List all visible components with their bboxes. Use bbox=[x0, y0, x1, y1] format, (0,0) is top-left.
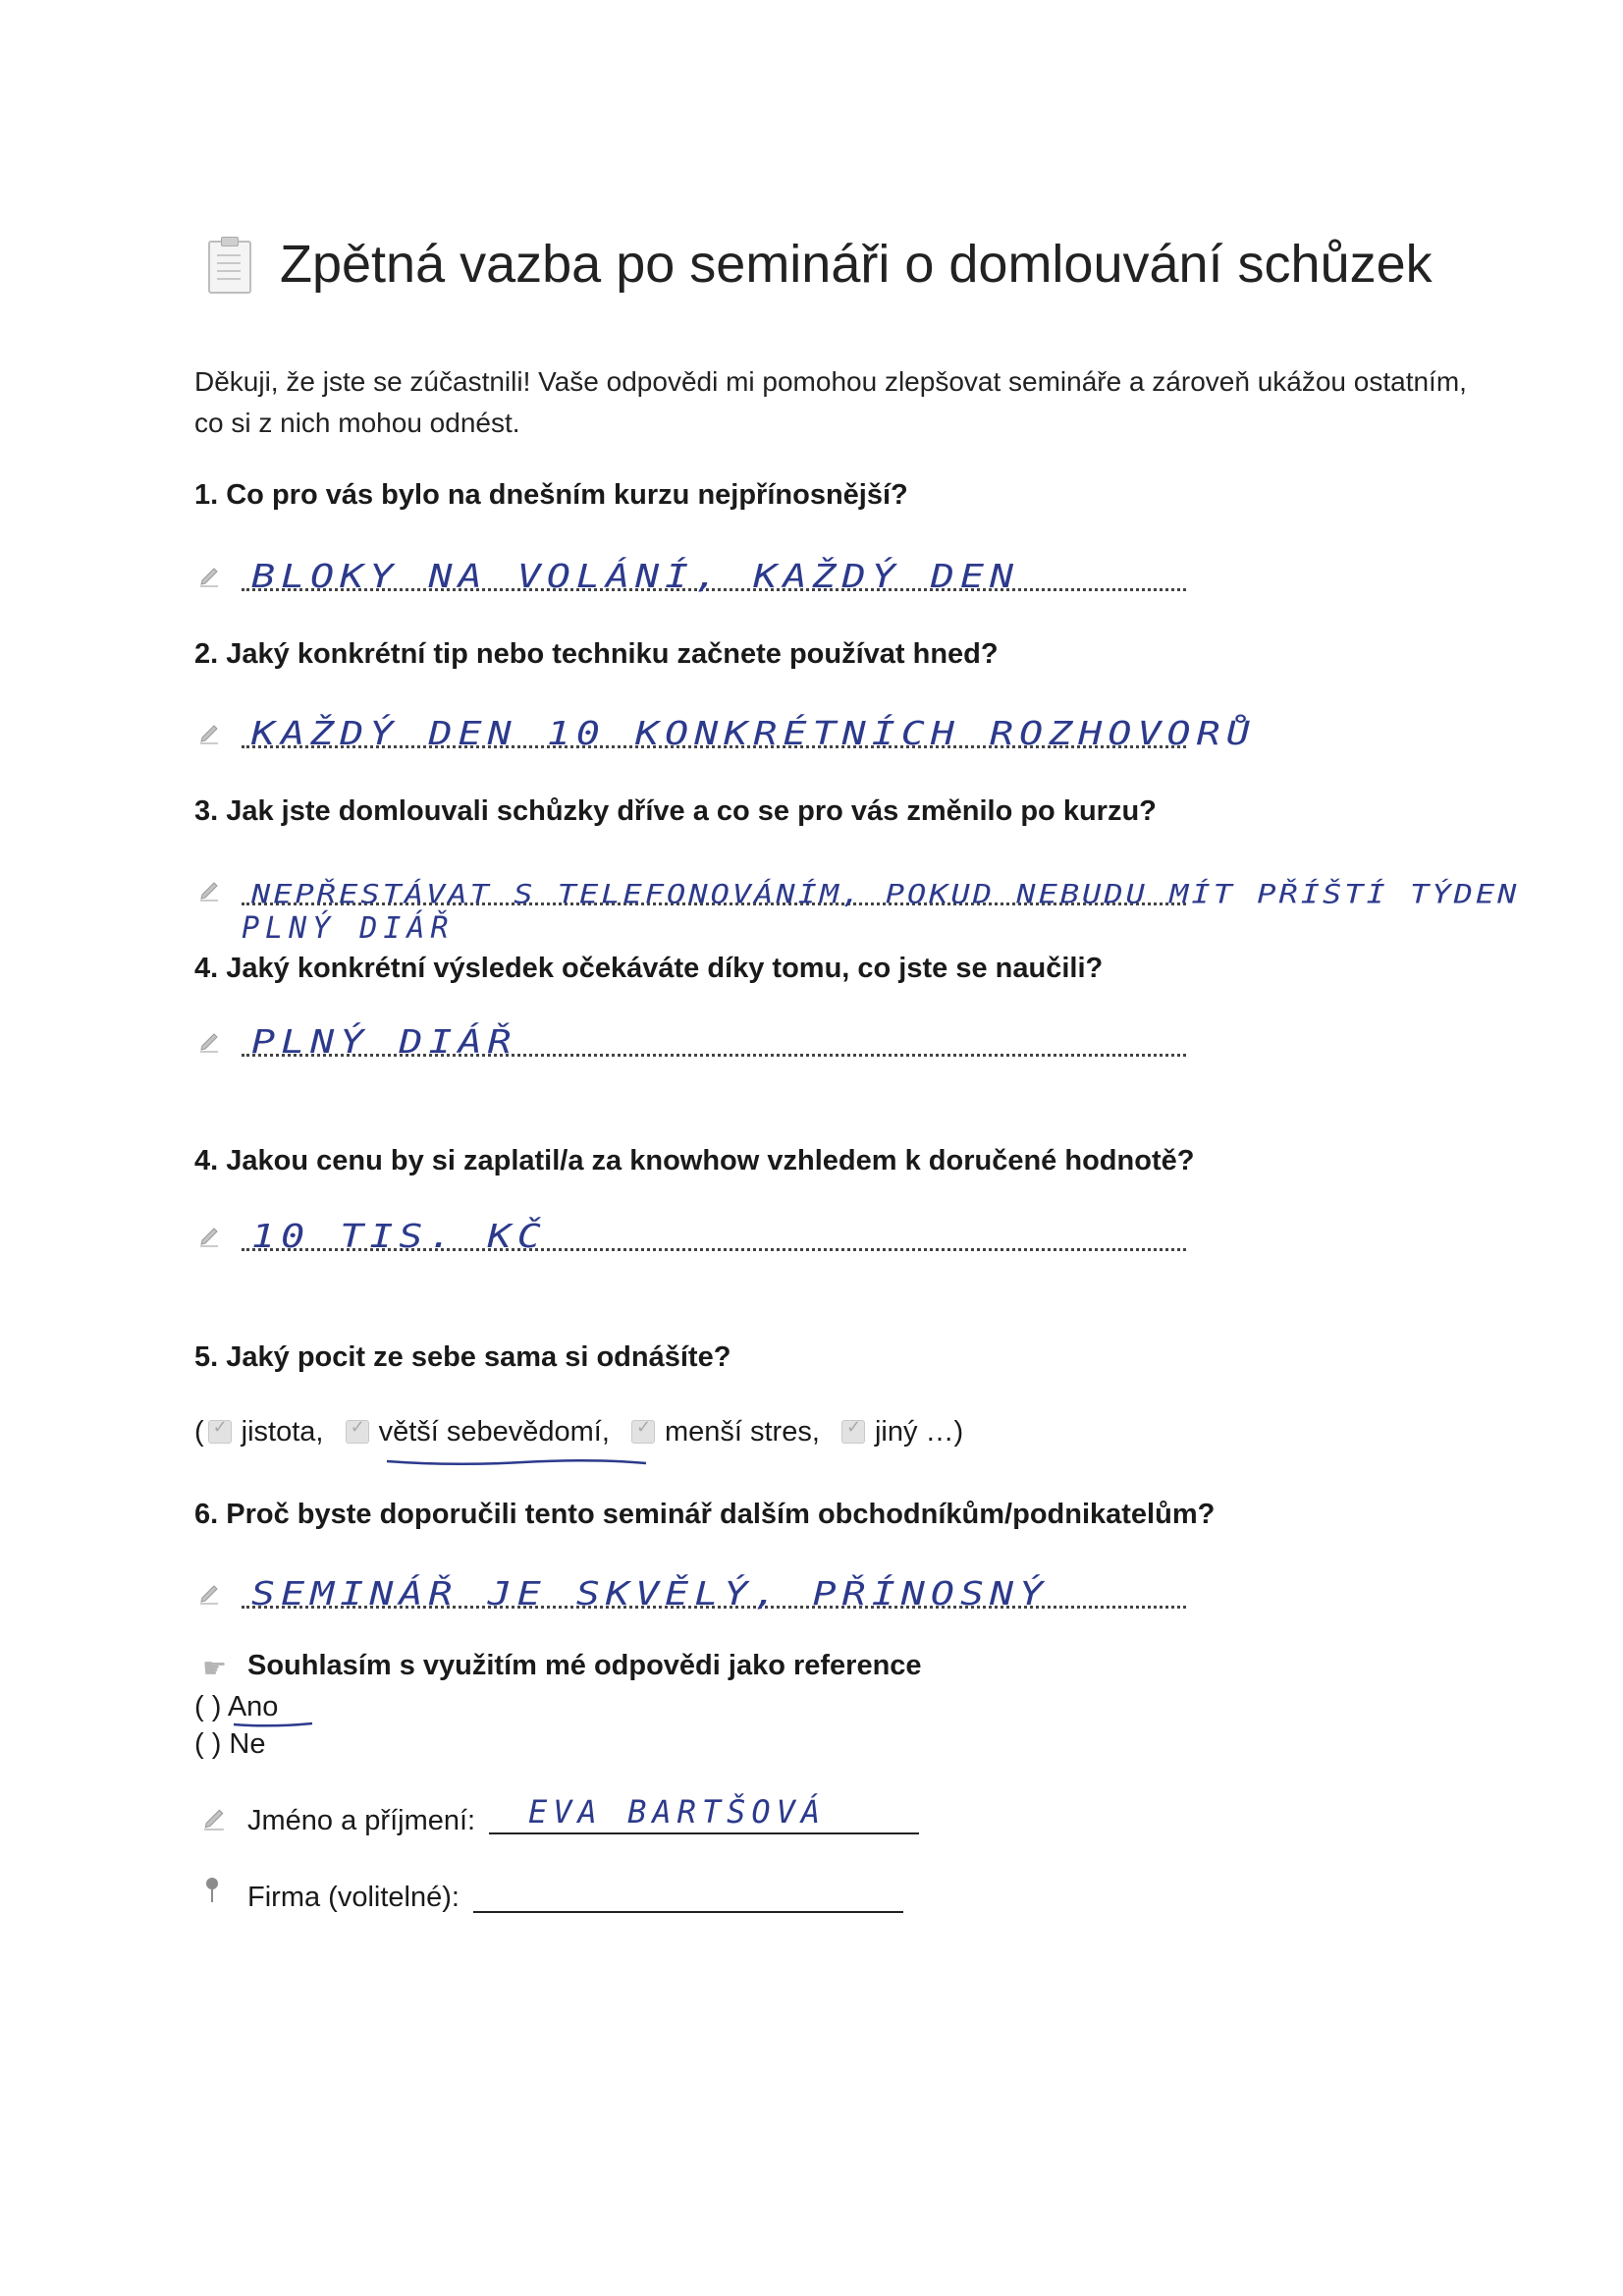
open-paren: ( bbox=[194, 1416, 204, 1448]
handwritten-underline bbox=[232, 1721, 314, 1728]
pin-icon bbox=[206, 1878, 218, 1889]
option-jiny: jiný …) bbox=[874, 1416, 964, 1448]
company-field-line bbox=[473, 1911, 903, 1913]
checkbox-icon[interactable] bbox=[346, 1420, 369, 1444]
question-1-answer-row[interactable] bbox=[194, 550, 1186, 597]
page-title: Zpětná vazba po semináři o domlouvání schůzek bbox=[280, 235, 1433, 294]
pen-icon bbox=[202, 1807, 226, 1831]
option-mensi-stres: menší stres, bbox=[664, 1416, 820, 1448]
consent-label: Souhlasím s využitím mé odpovědi jako reference bbox=[247, 1650, 922, 1681]
question-4-label: 4. Jaký konkrétní výsledek očekáváte díky tomu, co jste se naučili? bbox=[194, 953, 1104, 984]
consent-option-ano[interactable]: ( ) Ano bbox=[194, 1691, 279, 1722]
option-jistota: jistota, bbox=[241, 1416, 324, 1448]
name-field-line bbox=[489, 1832, 919, 1834]
pen-icon bbox=[198, 566, 220, 587]
question-price-answer-row[interactable] bbox=[194, 1210, 1186, 1257]
checkbox-icon[interactable] bbox=[841, 1420, 865, 1444]
name-field-value: EVA BARTŠOVÁ bbox=[528, 1793, 827, 1831]
question-6-answer-row[interactable] bbox=[194, 1567, 1186, 1614]
question-4-answer-row[interactable] bbox=[194, 1015, 1186, 1063]
handwritten-answer-continuation: PLNÝ DIÁŘ bbox=[242, 911, 455, 946]
handwritten-answer: NEPŘESTÁVAT S TELEFONOVÁNÍM, POKUD NEBUDU MÍT PŘÍŠTÍ TÝDEN bbox=[251, 878, 1520, 909]
intro-text: Děkuji, že jste se zúčastnili! Vaše odpovědi mi pomohou zlepšovat semináře a zároveň ukážou ostatním, co si z nich mohou odnést. bbox=[194, 366, 1467, 438]
handwritten-answer: PLNÝ DIÁŘ bbox=[251, 1023, 517, 1061]
company-field[interactable] bbox=[473, 1872, 903, 1915]
question-3-label: 3. Jak jste domlouvali schůzky dříve a co se pro vás změnilo po kurzu? bbox=[194, 795, 1157, 827]
option-vetsi-sebevedomi: větší sebevědomí, bbox=[378, 1416, 610, 1448]
handwritten-answer: 10 TIS. KČ bbox=[251, 1218, 547, 1255]
pen-icon bbox=[198, 880, 220, 902]
checkbox-icon[interactable] bbox=[631, 1420, 655, 1444]
pen-icon bbox=[198, 723, 220, 744]
handwritten-underline bbox=[385, 1457, 648, 1467]
company-field-label: Firma (volitelné): bbox=[247, 1882, 460, 1913]
consent-option-ne[interactable]: ( ) Ne bbox=[194, 1728, 266, 1760]
pointing-hand-icon: ☛ bbox=[202, 1653, 228, 1683]
feelings-options bbox=[194, 1416, 963, 1449]
checkbox-icon[interactable] bbox=[208, 1420, 232, 1444]
question-3-answer-row[interactable] bbox=[194, 864, 1520, 911]
question-1-label: 1. Co pro vás bylo na dnešním kurzu nejpřínosnější? bbox=[194, 479, 908, 511]
handwritten-answer: BLOKY NA VOLÁNÍ, KAŽDÝ DEN bbox=[251, 558, 1020, 595]
handwritten-answer: KAŽDÝ DEN 10 KONKRÉTNÍCH ROZHOVORŮ bbox=[251, 715, 1256, 752]
handwritten-answer: SEMINÁŘ JE SKVĚLÝ, PŘÍNOSNÝ bbox=[251, 1575, 1050, 1613]
question-2-answer-row[interactable] bbox=[194, 707, 1256, 754]
name-field[interactable] bbox=[489, 1793, 919, 1836]
question-6-label: 6. Proč byste doporučili tento seminář dalším obchodníkům/podnikatelům? bbox=[194, 1499, 1216, 1530]
pen-icon bbox=[198, 1031, 220, 1053]
clipboard-icon bbox=[208, 241, 251, 294]
pen-icon bbox=[198, 1583, 220, 1605]
question-5-label: 5. Jaký pocit ze sebe sama si odnášíte? bbox=[194, 1341, 731, 1373]
pen-icon bbox=[198, 1226, 220, 1247]
question-2-label: 2. Jaký konkrétní tip nebo techniku začnete používat hned? bbox=[194, 638, 999, 670]
question-price-label: 4. Jakou cenu by si zaplatil/a za knowhow vzhledem k doručené hodnotě? bbox=[194, 1145, 1195, 1176]
name-field-label: Jméno a příjmení: bbox=[247, 1805, 476, 1836]
